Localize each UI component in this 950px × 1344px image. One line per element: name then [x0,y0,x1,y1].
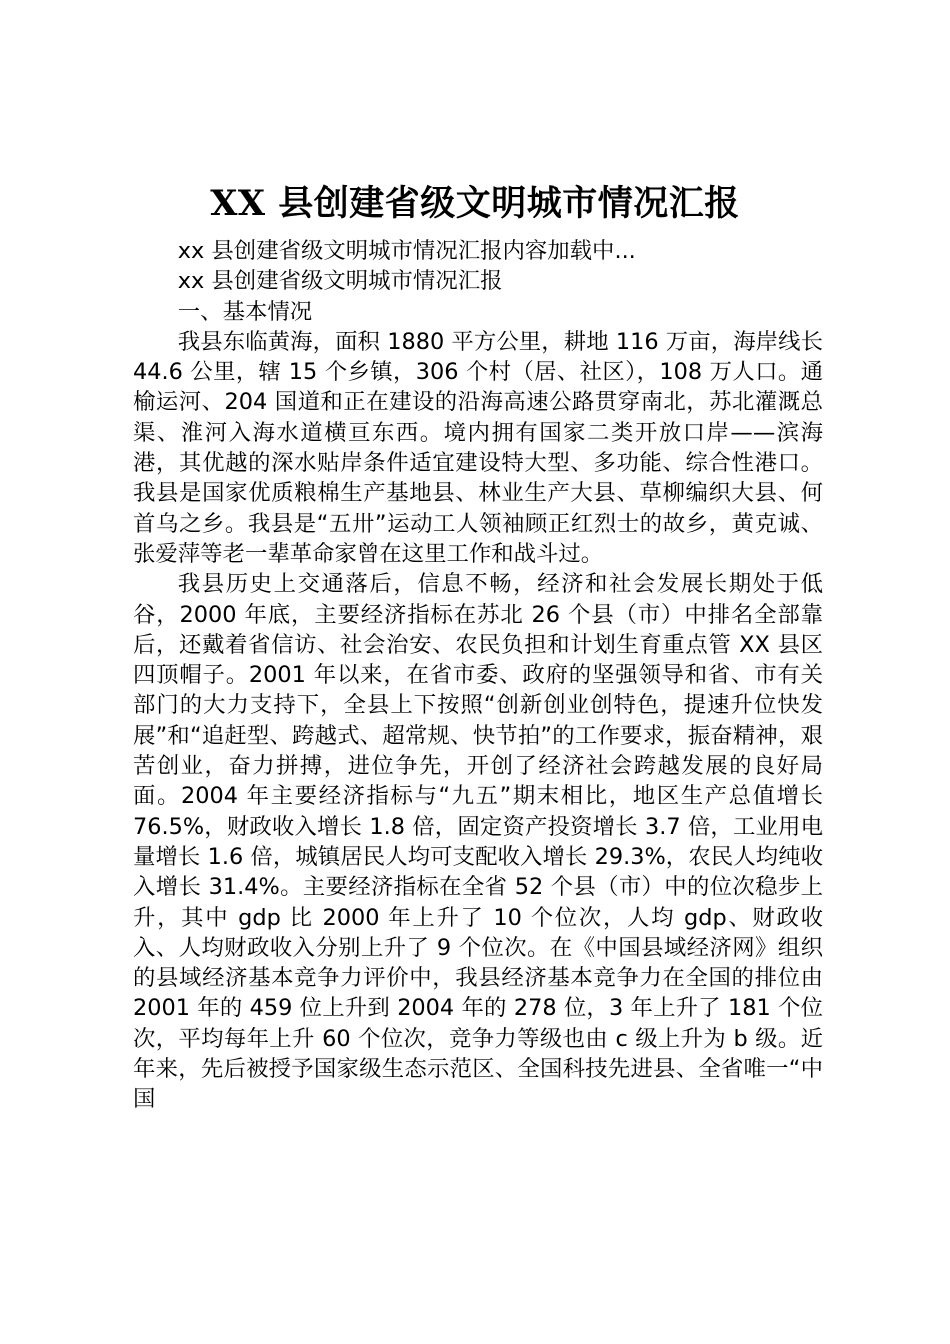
document-body [133,236,823,1115]
document-title: XX 县创建省级文明城市情况汇报 [210,183,740,224]
paragraph-subtitle: xx 县创建省级文明城市情况汇报 [177,268,503,295]
paragraph-loading-notice: xx 县创建省级文明城市情况汇报内容加载中... [177,238,636,264]
section-heading-basic-situation: 一、基本情况 [177,298,313,325]
paragraph-overview: 我县东临黄海，面积 1880 平方公里，耕地 116 万亩，海岸线长 44.6 公里，辖 15 个乡镇，306 个村（居、社区），108 万人口。通榆运河、204 国道和正在建设的沿海高速公路贯穿南北，苏北灌溉总渠、淮河入海水道横亘东西。境内拥有国家二类开放口岸——滨海港，其优越的深水贴岸条件适宜建设特大型、多功能、综合性港口。我县是国家优质粮棉生产基地县、林业生产大县、草柳编织大县、何首乌之乡。我县是“五卅”运动工人领袖顾正红烈士的故乡，黄克诚、张爱萍等老一辈革命家曾在这里工作和战斗过。 [133,328,823,567]
paragraph-development: 我县历史上交通落后，信息不畅，经济和社会发展长期处于低谷，2000 年底，主要经济指标在苏北 26 个县（市）中排名全部靠后，还戴着省信访、社会治安、农民负担和计划生育重点管 XX 县区四顶帽子。2001 年以来，在省市委、政府的坚强领导和省、市有关部门的大力支持下，全县上下按照“创新创业创特色，提速升位快发展”和“追赶型、跨越式、超常规、快节拍”的工作要求，振奋精神，艰苦创业，奋力拼搏，进位争先，开创了经济社会跨越发展的良好局面。2004 年主要经济指标与“九五”期末相比，地区生产总值增长 76.5%，财政收入增长 1.8 倍，固定资产投资增长 3.7 倍，工业用电量增长 1.6 倍，城镇居民人均可支配收入增长 29.3%，农民人均纯收入增长 31.4%。主要经济指标在全省 52 个县（市）中的位次稳步上升，其中 gdp 比 2000 年上升了 10 个位次，人均 gdp、财政收入、人均财政收入分别上升了 9 个位次。在《中国县域经济网》组织的县域经济基本竞争力评价中，我县经济基本竞争力在全国的排位由 2001 年的 459 位上升到 2004 年的 278 位，3 年上升了 181 个位次，平均每年上升 60 个位次，竞争力等级也由 c 级上升为 b 级。近年来，先后被授予国家级生态示范区、全国科技先进县、全省唯一“中国 [133,571,823,1113]
